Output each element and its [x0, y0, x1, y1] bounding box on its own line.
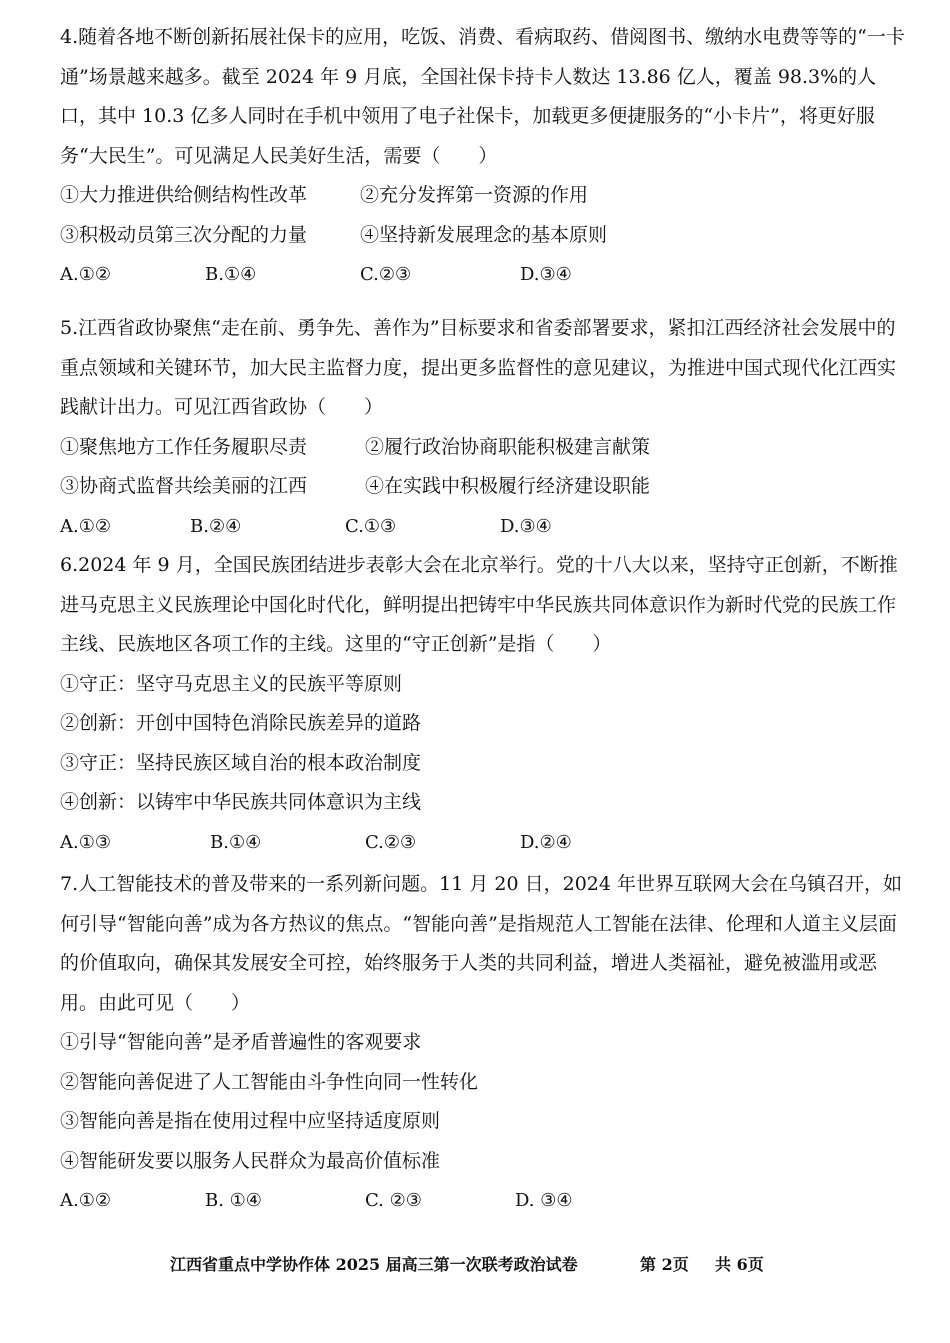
choice-a: A.①②	[60, 264, 111, 285]
option-row	[60, 428, 910, 468]
question-stem: 4.随着各地不断创新拓展社保卡的应用，吃饭、消费、看病取药、借阅图书、缴纳水电费等等的“一卡通”场景越来越多。截至 2024 年 9 月底，全国社保卡持卡人数达 13.86 亿人，覆盖 98.3%的人口，其中 10.3 亿多人同时在手机中领用了电子社保卡，加载更多便捷服务的“小卡片”，将更好服务“大民生”。可见满足人民美好生活，需要（ ）	[60, 26, 905, 167]
choice-d: D. ③④	[515, 1190, 573, 1211]
choice-d: D.③④	[500, 515, 552, 537]
option-3: ③协商式监督共绘美丽的江西	[60, 475, 308, 497]
option-4: ④坚持新发展理念的基本原则	[360, 223, 608, 246]
choice-b: B. ①④	[205, 1190, 262, 1211]
choice-c: C.②③	[365, 831, 417, 853]
choice-a: A.①②	[60, 515, 111, 537]
choice-c: C.①③	[345, 515, 397, 537]
question-stem: 6.2024 年 9 月，全国民族团结进步表彰大会在北京举行。党的十八大以来，坚持守正创新，不断推进马克思主义民族理论中国化时代化，鲜明提出把铸牢中华民族共同体意识作为新时代党的民族工作主线、民族地区各项工作的主线。这里的“守正创新”是指（ ）	[60, 554, 898, 655]
choice-b: B.①④	[210, 831, 262, 853]
option-row	[60, 467, 910, 507]
option-4: ④智能研发要以服务人民群众为最高价值标准	[60, 1149, 441, 1172]
answer-choices	[60, 823, 910, 863]
page-number: 第 2页	[640, 1255, 689, 1274]
option-4: ④在实践中积极履行经济建设职能	[365, 475, 651, 497]
question-5	[60, 309, 910, 546]
option-3: ③守正：坚持民族区域自治的根本政治制度	[60, 751, 422, 774]
option-2: ②智能向善促进了人工智能由斗争性向同一性转化	[60, 1070, 479, 1093]
question-7	[60, 865, 910, 1221]
choice-b: B.②④	[190, 515, 242, 537]
answer-choices	[60, 255, 910, 295]
option-row	[60, 216, 910, 256]
choice-c: C.②③	[360, 264, 412, 285]
choice-a: A.①③	[60, 831, 111, 853]
option-row	[60, 176, 910, 216]
question-stem: 7.人工智能技术的普及带来的一系列新问题。11 月 20 日，2024 年世界互联网大会在乌镇召开，如何引导“智能向善”成为各方热议的焦点。“智能向善”是指规范人工智能在法律、伦理和人道主义层面的价值取向，确保其发展安全可控，始终服务于人类的共同利益，增进人类福祉，避免被滥用或恶用。由此可见（ ）	[60, 873, 902, 1014]
option-2: ②创新：开创中国特色消除民族差异的道路	[60, 712, 422, 734]
option-1: ①大力推进供给侧结构性改革	[60, 184, 308, 206]
option-4: ④创新：以铸牢中华民族共同体意识为主线	[60, 791, 422, 813]
option-3: ③积极动员第三次分配的力量	[60, 223, 308, 246]
page-total: 共 6页	[715, 1255, 764, 1274]
option-2: ②充分发挥第一资源的作用	[360, 184, 589, 206]
answer-choices	[60, 1181, 910, 1221]
option-1: ①引导“智能向善”是矛盾普遍性的客观要求	[60, 1031, 422, 1053]
option-1: ①聚焦地方工作任务履职尽责	[60, 435, 308, 458]
choice-b: B.①④	[205, 264, 257, 285]
answer-choices	[60, 507, 910, 547]
choice-d: D.③④	[520, 264, 572, 285]
exam-title: 江西省重点中学协作体 2025 届高三第一次联考政治试卷	[170, 1255, 578, 1274]
option-3: ③智能向善是指在使用过程中应坚持适度原则	[60, 1110, 441, 1132]
question-4	[60, 18, 910, 295]
option-2: ②履行政治协商职能积极建言献策	[365, 435, 651, 458]
choice-d: D.②④	[520, 831, 572, 853]
option-1: ①守正：坚守马克思主义的民族平等原则	[60, 672, 403, 695]
choice-a: A.①②	[60, 1190, 111, 1211]
choice-c: C. ②③	[365, 1190, 422, 1211]
question-6	[60, 546, 910, 862]
question-stem: 5.江西省政协聚焦“走在前、勇争先、善作为”目标要求和省委部署要求，紧扣江西经济社会发展中的重点领域和关键环节，加大民主监督力度，提出更多监督性的意见建议，为推进中国式现代化江西实践献计出力。可见江西省政协（ ）	[60, 317, 897, 418]
